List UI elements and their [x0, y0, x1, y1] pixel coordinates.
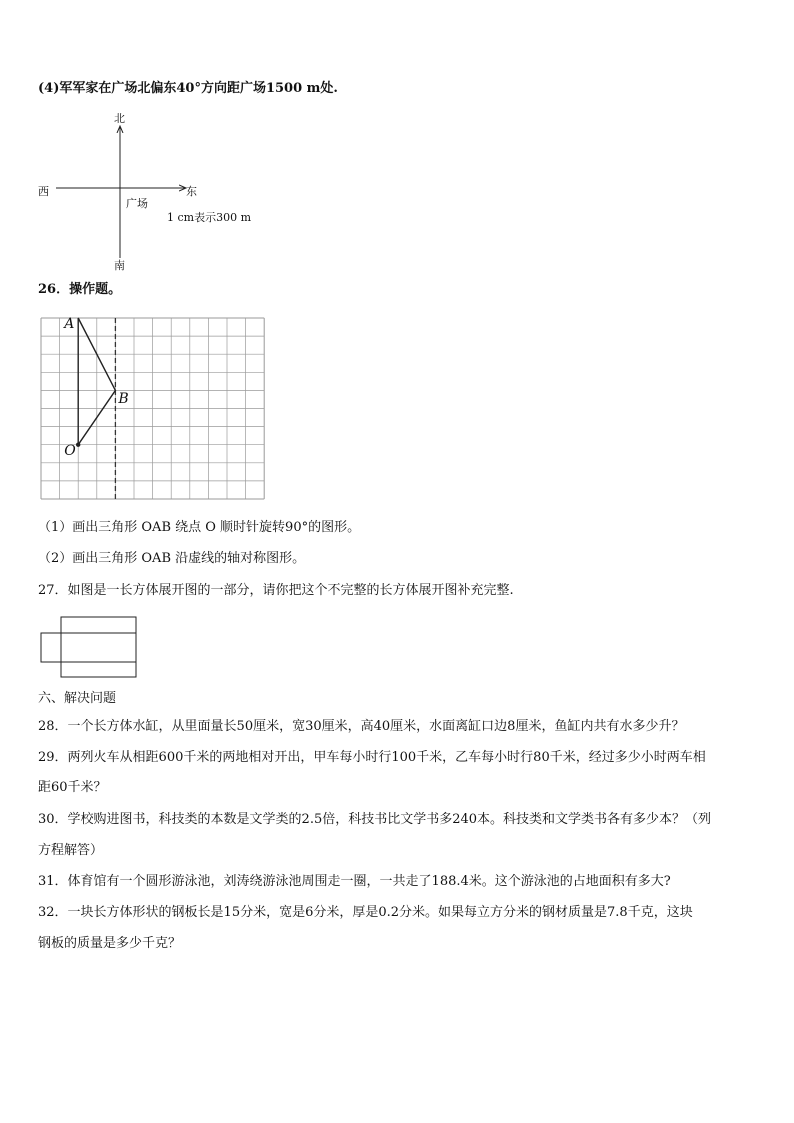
- plaza-label: 广场: [126, 197, 148, 210]
- q32-line1: 32．一块长方体形状的钢板长是15分米，宽是6分米，厚是0.2分米。如果每立方分米的钢材质量是7.8千克，这块: [38, 905, 693, 920]
- net-main-rect: [61, 617, 136, 677]
- q30-line1: 30．学校购进图书，科技类的本数是文学类的2.5倍，科技书比文学书多240本。科技类和文学类书各有多少本？（列: [38, 812, 712, 827]
- q26-sub1: （1）画出三角形 OAB 绕点 O 顺时针旋转90°的图形。: [38, 520, 361, 535]
- point-b-label: B: [118, 391, 129, 408]
- q30-line2: 方程解答）: [38, 843, 104, 858]
- section6-title: 六、解决问题: [38, 691, 117, 706]
- scale-label: 1 cm表示300 m: [167, 211, 252, 224]
- q29-line1: 29．两列火车从相距600千米的两地相对开出，甲车每小时行100千米，乙车每小时行80千米，经过多少小时两车相: [38, 750, 706, 765]
- q31-text: 31．体育馆有一个圆形游泳池，刘涛绕游泳池周围走一圈，一共走了188.4米。这个游泳池的占地面积有多大?: [38, 874, 671, 889]
- q32-line2: 钢板的质量是多少千克？: [38, 936, 182, 951]
- q29-line2: 距60千米？: [38, 780, 107, 795]
- point-o-label: O: [64, 442, 76, 459]
- q28-text: 28．一个长方体水缸，从里面量长50厘米，宽30厘米，高40厘米，水面离缸口边8厘米，鱼缸内共有水多少升？: [38, 719, 685, 734]
- point-a-label: A: [64, 316, 75, 332]
- north-label: 北: [114, 112, 125, 125]
- q25-4-text: (4)军军家在广场北偏东40°方向距广场1500 m处.: [38, 81, 338, 96]
- west-label: 西: [38, 185, 49, 198]
- net-side-rect: [41, 633, 61, 662]
- q26-sub2: （2）画出三角形 OAB 沿虚线的轴对称图形。: [38, 551, 306, 566]
- east-label: 东: [186, 185, 197, 198]
- south-label: 南: [114, 259, 125, 272]
- q27-text: 27．如图是一长方体展开图的一部分，请你把这个不完整的长方体展开图补充完整.: [38, 583, 514, 598]
- q26-title: 26．操作题。: [38, 282, 122, 297]
